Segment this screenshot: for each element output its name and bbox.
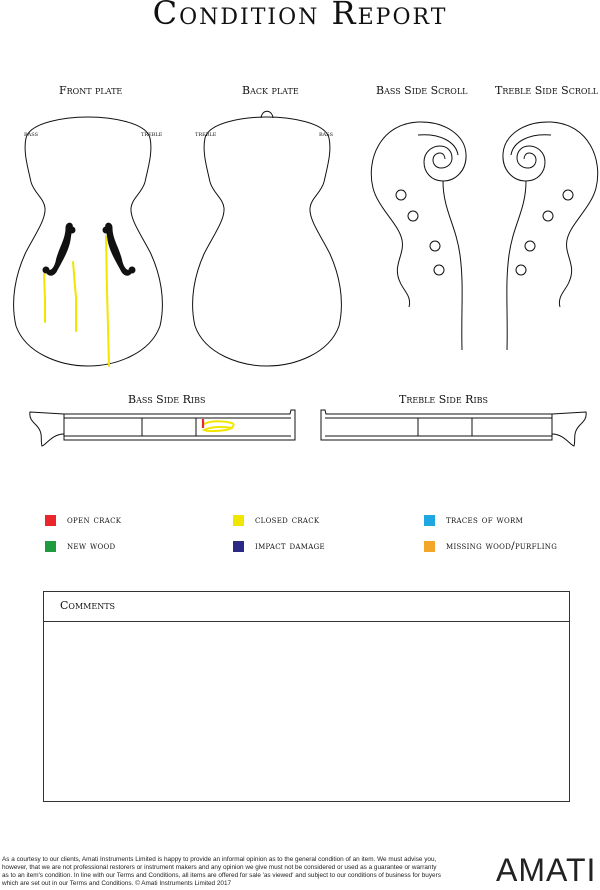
legend-item-closed-crack [233,514,319,526]
legend-swatch [424,541,435,552]
back-treble-label: treble [195,130,217,138]
legend-label: closed crack [255,514,320,526]
bass-side-scroll-label: Bass Side Scroll [376,84,468,97]
bass-scroll-outline[interactable] [371,122,466,350]
legend-swatch [45,541,56,552]
legend-item-impact-damage [233,540,325,552]
legend-label: missing wood/purfling [446,540,558,552]
legend-item-missing-wood [424,540,557,552]
bass-f-hole [46,223,72,275]
back-plate-label: Back plate [242,84,299,97]
comments-heading: Comments [44,592,569,622]
comments-input[interactable] [44,622,573,806]
closed-crack-mark-1 [44,274,45,322]
treble-scroll-outline[interactable] [503,122,598,350]
front-treble-label: treble [141,130,163,138]
treble-ribs-outline[interactable] [321,410,586,446]
treble-side-scroll-label: Treble Side Scroll [495,84,599,97]
legend-item-traces-of-worm [424,514,523,526]
comments-box [43,591,570,802]
bass-side-ribs-label: Bass Side Ribs [128,393,206,406]
legend-label: new wood [67,540,116,552]
closed-crack-mark-3 [106,236,109,366]
legend-item-new-wood [45,540,115,552]
treble-side-ribs-label: Treble Side Ribs [399,393,488,406]
closed-crack-mark-ribs [204,421,234,431]
legend-label: traces of worm [446,514,524,526]
legend-swatch [233,515,244,526]
back-plate-outline[interactable] [193,117,342,366]
front-bass-label: bass [24,130,39,138]
bass-ribs-outline[interactable] [30,410,295,446]
legend-swatch [45,515,56,526]
legend-swatch [233,541,244,552]
disclaimer-text: As a courtesy to our clients, Amati Instruments Limited is happy to provide an informal opinion as to the general condition of an item. We must advise you, however, that we are not professional restorers or instrument makers and any opinion we give must not be considered or used as a guarantee or warranty as to an item's condition. In line with our Terms and Conditions, all items are offered for sale 'as viewed' and subject to our conditions of business for buyers which are set out in our Terms and Conditions. © Amati Instruments Limited 2017 [2,856,441,887]
legend-label: open crack [67,514,122,526]
page-title: Condition Report [152,0,448,32]
back-bass-label: bass [319,130,334,138]
closed-crack-mark-2 [73,262,76,331]
front-plate-label: Front plate [59,84,123,97]
legend-item-open-crack [45,514,121,526]
legend-swatch [424,515,435,526]
treble-f-hole [106,223,132,275]
legend-label: impact damage [255,540,325,552]
brand-logo: AMATI [496,852,597,888]
front-plate-outline[interactable] [14,117,163,366]
